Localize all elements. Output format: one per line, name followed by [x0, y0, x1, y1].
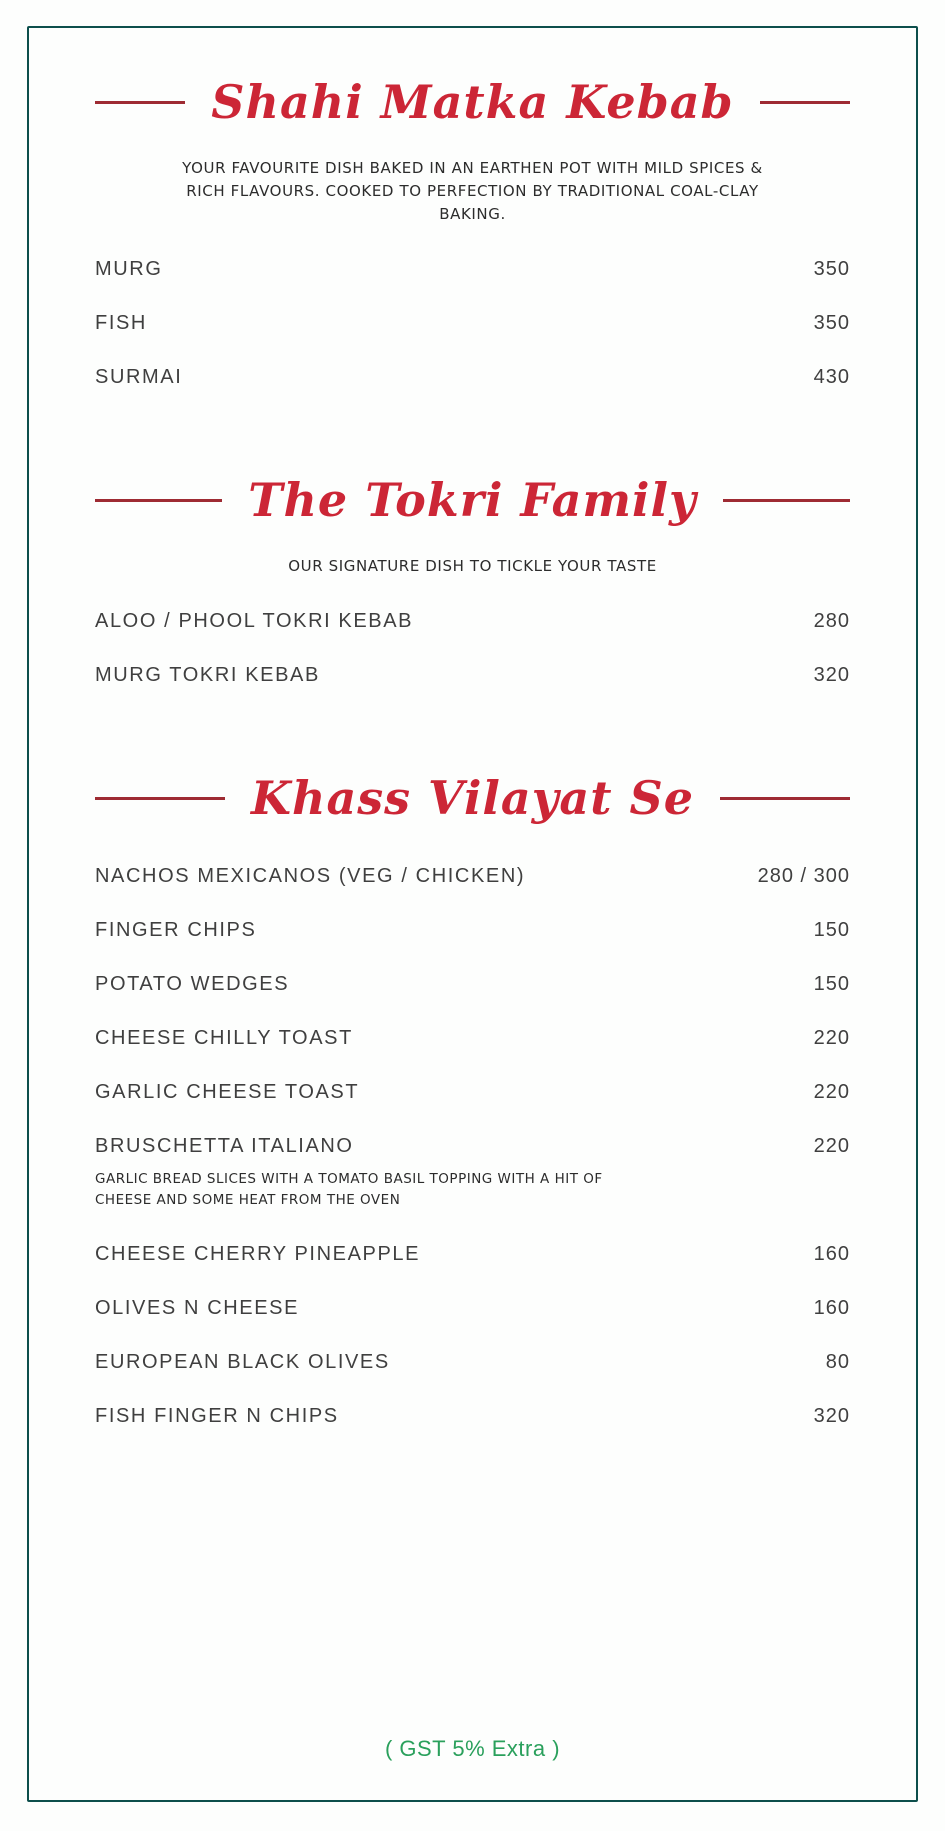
section-items — [95, 258, 850, 388]
item-price: 160 — [813, 1297, 850, 1319]
heading-rule-left — [95, 797, 225, 800]
menu-item — [95, 1243, 850, 1265]
item-name: FISH — [95, 312, 147, 334]
section-title: Shahi Matka Kebab — [211, 75, 734, 129]
menu-item-row — [95, 258, 850, 280]
item-price: 220 — [813, 1081, 850, 1103]
menu-item-row — [95, 1081, 850, 1103]
menu-item — [95, 919, 850, 941]
heading-rule-right — [720, 797, 850, 800]
menu-item — [95, 973, 850, 995]
section-title: The Tokri Family — [248, 473, 697, 527]
section-title: Khass Vilayat Se — [251, 771, 694, 825]
menu-item — [95, 610, 850, 632]
item-name: NACHOS MEXICANOS (VEG / CHICKEN) — [95, 865, 526, 887]
menu-item-row — [95, 1405, 850, 1427]
item-name: ALOO / PHOOL TOKRI KEBAB — [95, 610, 414, 632]
item-price: 280 — [813, 610, 850, 632]
item-name: OLIVES N CHEESE — [95, 1297, 300, 1319]
section-heading — [95, 466, 850, 535]
menu-item — [95, 1351, 850, 1373]
menu-item — [95, 1135, 850, 1211]
item-name: MURG — [95, 258, 163, 280]
item-name: FINGER CHIPS — [95, 919, 257, 941]
section-description: YOUR FAVOURITE DISH BAKED IN AN EARTHEN POT WITH MILD SPICES & RICH FLAVOURS. COOKED TO PERFECTION BY TRADITIONAL COAL-CLAY BAKING. — [182, 159, 763, 223]
page-border-frame — [27, 26, 918, 1802]
section-items — [95, 610, 850, 686]
gst-note: ( GST 5% Extra ) — [384, 1736, 561, 1761]
menu-item — [95, 1081, 850, 1103]
menu-item — [95, 1027, 850, 1049]
heading-rule-left — [95, 499, 222, 502]
menu-item — [95, 1297, 850, 1319]
menu-item — [95, 865, 850, 887]
menu-item-row — [95, 1297, 850, 1319]
heading-rule-left — [95, 101, 185, 104]
menu-item-row — [95, 366, 850, 388]
menu-item-row — [95, 973, 850, 995]
menu-section — [95, 68, 850, 388]
menu-item-row — [95, 664, 850, 686]
menu-item-row — [95, 610, 850, 632]
item-price: 320 — [813, 664, 850, 686]
menu-item-row — [95, 919, 850, 941]
item-price: 220 — [813, 1027, 850, 1049]
item-price: 350 — [813, 258, 850, 280]
menu-item-row — [95, 1135, 850, 1157]
item-name: CHEESE CHILLY TOAST — [95, 1027, 353, 1049]
menu-item-row — [95, 312, 850, 334]
item-price: 430 — [813, 366, 850, 388]
menu-item-row — [95, 865, 850, 887]
item-price: 160 — [813, 1243, 850, 1265]
item-name: CHEESE CHERRY PINEAPPLE — [95, 1243, 421, 1265]
menu-item-row — [95, 1243, 850, 1265]
item-price: 220 — [813, 1135, 850, 1157]
item-price: 320 — [813, 1405, 850, 1427]
menu-item — [95, 312, 850, 334]
item-price: 80 — [825, 1351, 850, 1373]
heading-rule-right — [760, 101, 850, 104]
menu-content — [29, 28, 916, 1427]
item-name: MURG TOKRI KEBAB — [95, 664, 320, 686]
menu-item-row — [95, 1351, 850, 1373]
item-price: 150 — [813, 919, 850, 941]
item-price: 350 — [813, 312, 850, 334]
menu-section — [95, 466, 850, 686]
item-name: EUROPEAN BLACK OLIVES — [95, 1351, 390, 1373]
menu-item — [95, 258, 850, 280]
item-note: GARLIC BREAD SLICES WITH A TOMATO BASIL TOPPING WITH A HIT OF CHEESE AND SOME HEAT FROM THE OVEN — [95, 1171, 603, 1208]
item-name: GARLIC CHEESE TOAST — [95, 1081, 360, 1103]
item-name: BRUSCHETTA ITALIANO — [95, 1135, 354, 1157]
menu-item-row — [95, 1027, 850, 1049]
menu-item — [95, 1405, 850, 1427]
item-name: FISH FINGER N CHIPS — [95, 1405, 339, 1427]
section-heading — [95, 68, 850, 137]
item-price: 150 — [813, 973, 850, 995]
menu-item — [95, 664, 850, 686]
section-items — [95, 865, 850, 1427]
item-name: POTATO WEDGES — [95, 973, 290, 995]
menu-item — [95, 366, 850, 388]
section-description: OUR SIGNATURE DISH TO TICKLE YOUR TASTE — [288, 557, 657, 575]
item-name: SURMAI — [95, 366, 183, 388]
menu-section — [95, 764, 850, 1427]
item-price: 280 / 300 — [757, 865, 850, 887]
section-heading — [95, 764, 850, 833]
heading-rule-right — [723, 499, 850, 502]
